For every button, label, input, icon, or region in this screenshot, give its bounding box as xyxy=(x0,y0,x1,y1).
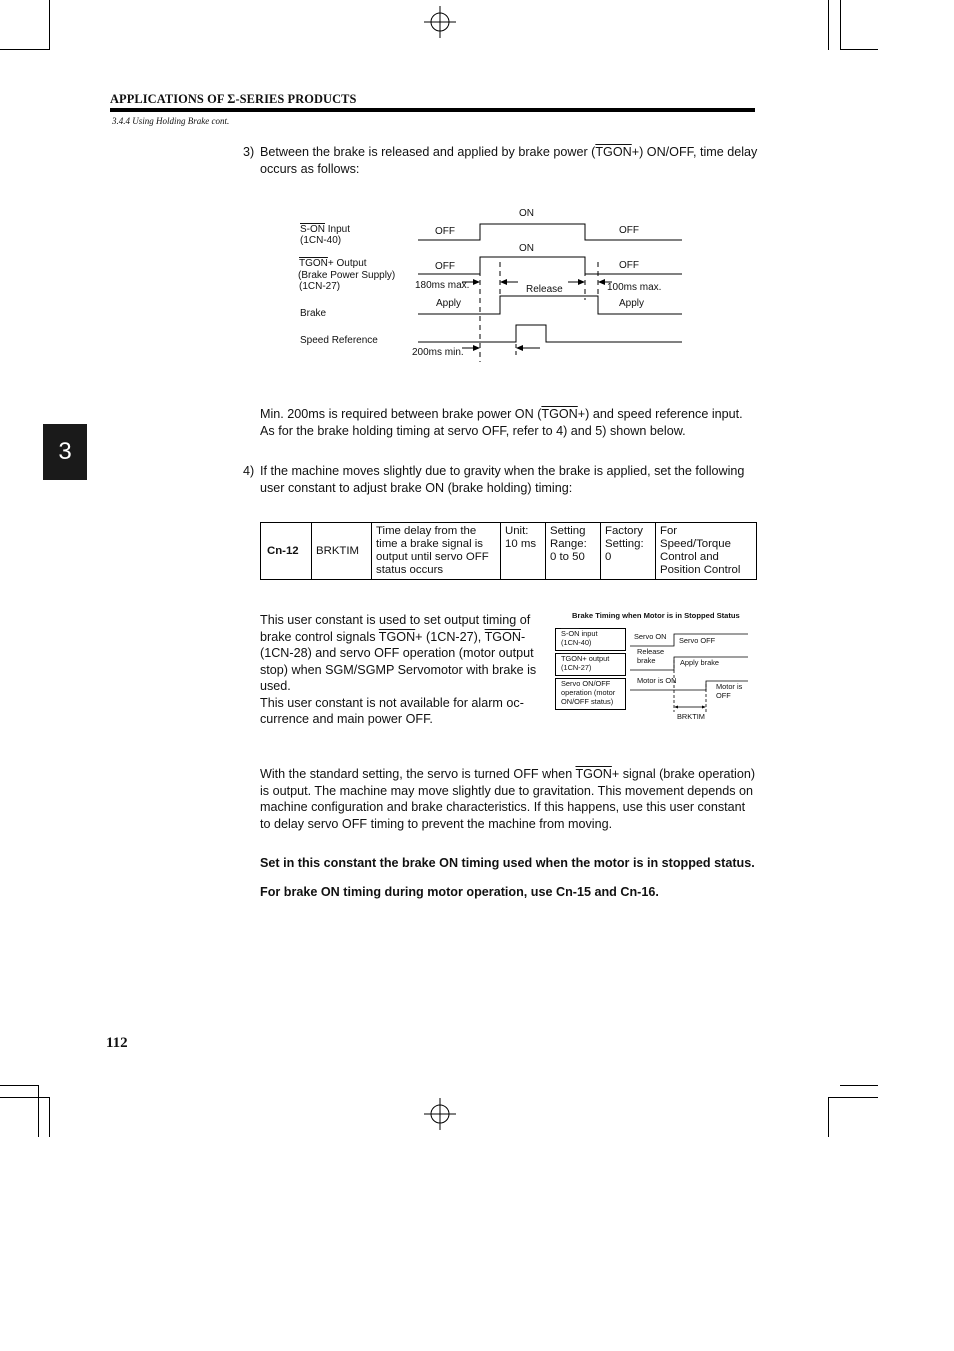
box1-pin: (1CN-40) xyxy=(561,638,592,647)
brktim-label: BRKTIM xyxy=(677,712,705,721)
delay-100ms: 100ms max. xyxy=(607,282,662,293)
speed-reference-label: Speed Reference xyxy=(300,335,378,346)
apply-label-2: Apply xyxy=(619,298,645,309)
s-on-pin: (1CN-40) xyxy=(300,235,342,246)
apply-label-1: Apply xyxy=(436,298,462,309)
off-label-4: OFF xyxy=(619,260,639,271)
item-3-number: 3) xyxy=(243,145,255,159)
small-diagram-title: Brake Timing when Motor is in Stopped Status xyxy=(572,611,740,620)
tgon-pin: (1CN-27) xyxy=(299,281,341,292)
release-label: Release xyxy=(526,284,563,295)
off-label-2: OFF xyxy=(619,225,639,236)
min-200ms-note: Min. 200ms is required between brake power ON (TGON+) and speed reference input. As for the brake holding timing at servo OFF, refer to 4) and 5) shown below. xyxy=(260,407,743,438)
off-label-3: OFF xyxy=(435,261,455,272)
servo-off-label: Servo OFF xyxy=(679,636,716,645)
subsection-label: 3.4.4 Using Holding Brake cont. xyxy=(112,116,230,126)
box2-pin: (1CN-27) xyxy=(561,663,592,672)
bold-note-operation: For brake ON timing during motor operation, use Cn-15 and Cn-16. xyxy=(260,885,659,899)
brake-label: Brake xyxy=(300,308,327,319)
motor-on-label: Motor is ON xyxy=(637,676,677,685)
page-number: 112 xyxy=(106,1035,128,1051)
brake-power-supply-label: (Brake Power Supply) xyxy=(298,270,396,281)
delay-200ms: 200ms min. xyxy=(412,347,464,358)
release-brake-line-2: brake xyxy=(637,656,656,665)
delay-180ms: 180ms max. xyxy=(415,280,470,291)
on-label-mid: ON xyxy=(519,243,534,254)
box3-line-2: operation (motor xyxy=(561,688,616,697)
box1-label: S-ON input xyxy=(561,629,598,638)
tgon-output-label: TGON+ Output xyxy=(299,258,367,269)
box3-line-1: Servo ON/OFF xyxy=(561,679,611,688)
s-on-input-label: S-ON Input xyxy=(300,224,351,235)
item-4-number: 4) xyxy=(243,464,255,478)
motor-off-line-2: OFF xyxy=(716,691,731,700)
release-brake-line-1: Release xyxy=(637,647,665,656)
item-3-text: Between the brake is released and applied by brake power (TGON+) ON/OFF, time delay occurs as follows: xyxy=(260,145,758,176)
box2-label: TGON+ output xyxy=(561,654,610,663)
chapter-tab: 3 xyxy=(43,424,87,480)
param-range: Setting Range: 0 to 50 xyxy=(546,523,601,580)
param-usage: For Speed/Torque Control and Position Control xyxy=(656,523,757,580)
usage-paragraph: This user constant is used to set output timing of brake control signals TGON+ (1CN-27), TGON- (1CN-28) and servo OFF operation (motor output stop) when SGM/SGMP Servomotor with brake is used. This user constant is not available for alarm oc- currence and main power OFF. xyxy=(260,613,537,726)
motor-off-line-1: Motor is xyxy=(716,682,743,691)
off-label-1: OFF xyxy=(435,226,455,237)
item-4-text: If the machine moves slightly due to gravity when the brake is applied, set the following user constant to adjust brake ON (brake holding) timing: xyxy=(260,464,745,495)
on-label-top: ON xyxy=(519,208,534,219)
bold-note-stopped: Set in this constant the brake ON timing used when the motor is in stopped status. xyxy=(260,856,755,870)
param-description: Time delay from the time a brake signal is output until servo OFF status occurs xyxy=(372,523,501,580)
apply-brake-label: Apply brake xyxy=(680,658,720,667)
param-factory-setting: Factory Setting: 0 xyxy=(601,523,656,580)
standard-setting-paragraph: With the standard setting, the servo is turned OFF when TGON+ signal (brake operation) is output. The machine may move slightly due to gravitation. This movement depends on machine configuration and brake characteristics. If this happens, use this user constant to delay servo OFF timing to prevent the machine from moving. xyxy=(260,767,756,831)
servo-on-label: Servo ON xyxy=(634,632,667,641)
param-name: BRKTIM xyxy=(312,523,372,580)
param-unit: Unit: 10 ms xyxy=(501,523,546,580)
box3-line-3: ON/OFF status) xyxy=(561,697,614,706)
registration-mark-bottom xyxy=(424,1098,456,1130)
param-code: Cn-12 xyxy=(261,523,312,580)
section-title: APPLICATIONS OF Σ-SERIES PRODUCTS xyxy=(110,92,357,106)
